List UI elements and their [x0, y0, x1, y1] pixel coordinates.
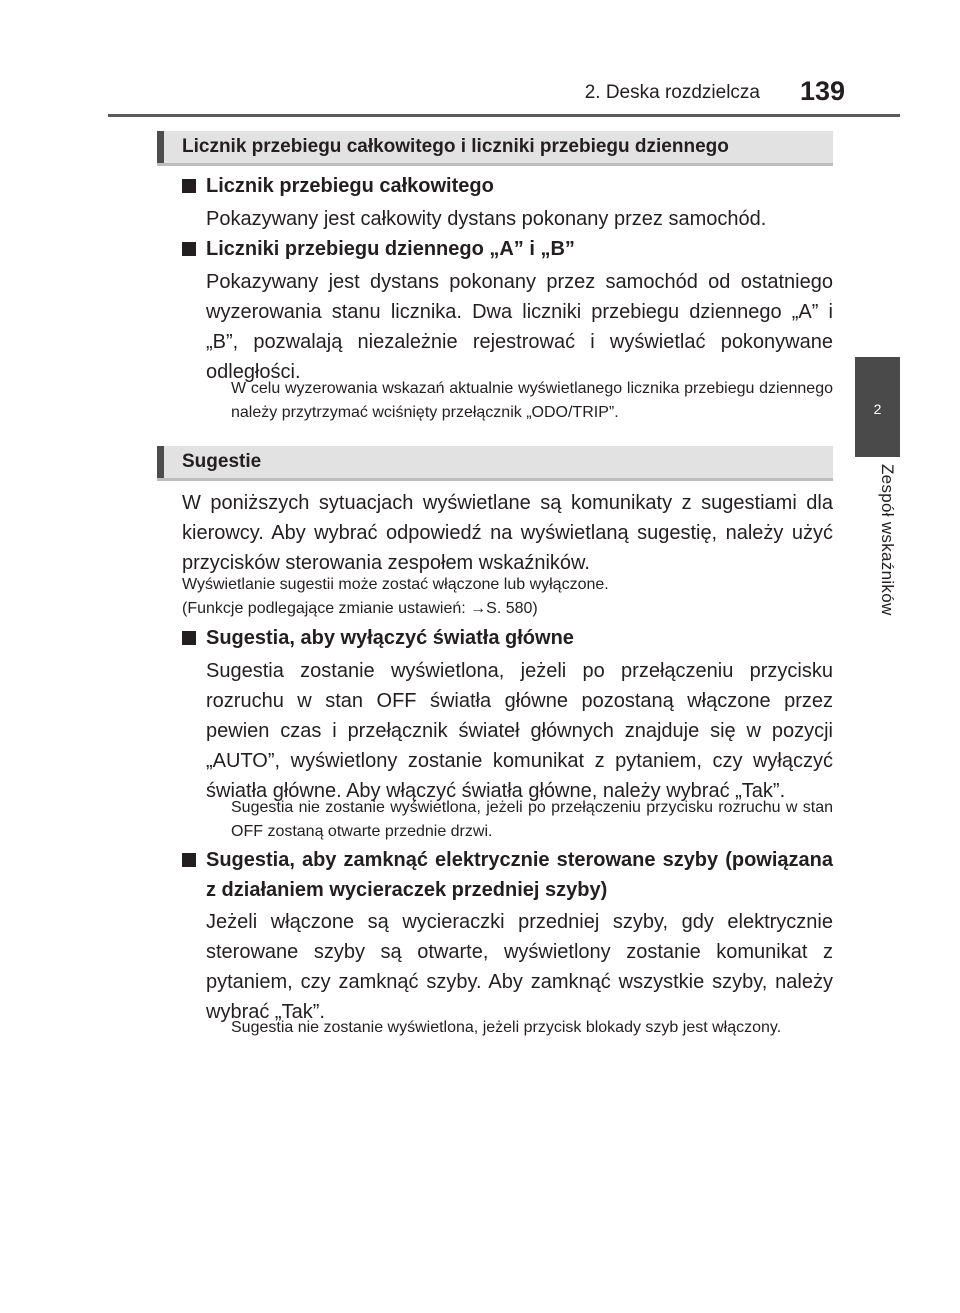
- note-line: (Funkcje podlegające zmianie ustawień: →S. 580): [182, 600, 538, 617]
- subheading-headlights: [182, 623, 833, 653]
- section-title: Sugestie: [182, 451, 262, 472]
- square-bullet-icon: [182, 853, 196, 867]
- square-bullet-icon: [182, 242, 196, 256]
- section-title: Licznik przebiegu całkowitego i liczniki przebiegu dziennego: [182, 136, 729, 157]
- note: Sugestia nie zostanie wyświetlona, jeżeli po przełączeniu przycisku rozruchu w stan OFF zostaną otwarte przednie drzwi.: [231, 799, 833, 840]
- note: Sugestia nie zostanie wyświetlona, jeżeli przycisk blokady szyb jest włączony.: [231, 1019, 782, 1036]
- subheading-odometer: [182, 171, 833, 201]
- subheading-windows: [182, 845, 833, 905]
- paragraph: Sugestia zostanie wyświetlona, jeżeli po przełączeniu przycisku rozruchu w stan OFF światła główne pozostaną włączone przez pewien czas i przełącznik świateł głównych znajduje się w pozycji „AUTO”, wyświetlony zostanie komunikat z pytaniem, czy wyłączyć światła główne. Aby włączyć światła główne, należy wybrać „Tak”.: [206, 660, 833, 802]
- note: W celu wyzerowania wskazań aktualnie wyświetlanego licznika przebiegu dziennego należy przytrzymać wciśnięty przełącznik „ODO/TRIP”.: [231, 380, 833, 421]
- section-heading-suggestions: [157, 446, 833, 478]
- section-heading-odometer: [157, 131, 833, 163]
- subheading-text: Liczniki przebiegu dziennego „A” i „B”: [206, 238, 575, 260]
- header-divider: [108, 114, 900, 117]
- chapter-tab: [855, 357, 900, 457]
- note: [182, 573, 833, 621]
- paragraph: Jeżeli włączone są wycieraczki przedniej szyby, gdy elektrycznie sterowane szyby są otwarte, wyświetlony zostanie komunikat z pytaniem, czy zamknąć szyby. Aby zamknąć wszystkie szyby, należy wybrać „Tak”.: [206, 911, 833, 1023]
- square-bullet-icon: [182, 179, 196, 193]
- chapter-title: 2. Deska rozdzielcza: [584, 82, 760, 103]
- subheading-trip-meters: [182, 234, 833, 264]
- paragraph: W poniższych sytuacjach wyświetlane są komunikaty z sugestiami dla kierowcy. Aby wybrać odpowiedź na wyświetlaną sugestię, należy użyć przycisków sterowania zespołem wskaźników.: [182, 492, 833, 574]
- paragraph: Pokazywany jest całkowity dystans pokonany przez samochód.: [206, 208, 767, 230]
- note-line: Wyświetlanie sugestii może zostać włączone lub wyłączone.: [182, 576, 609, 593]
- chapter-tab-number: 2: [873, 401, 882, 417]
- paragraph: Pokazywany jest dystans pokonany przez samochód od ostatniego wyzerowania stanu licznika. Dwa liczniki przebiegu dziennego „A” i „B”, pozwalają niezależnie rejestrować i wyświetlać pokonywane odległości.: [206, 271, 833, 383]
- page-number: 139: [800, 76, 846, 106]
- subheading-text: Licznik przebiegu całkowitego: [206, 175, 494, 197]
- subheading-text: Sugestia, aby zamknąć elektrycznie sterowane szyby (powiązana z działaniem wycieraczek przedniej szyby): [206, 849, 833, 901]
- subheading-text: Sugestia, aby wyłączyć światła główne: [206, 627, 574, 649]
- chapter-tab-label: Zespół wskaźników: [878, 464, 897, 616]
- square-bullet-icon: [182, 631, 196, 645]
